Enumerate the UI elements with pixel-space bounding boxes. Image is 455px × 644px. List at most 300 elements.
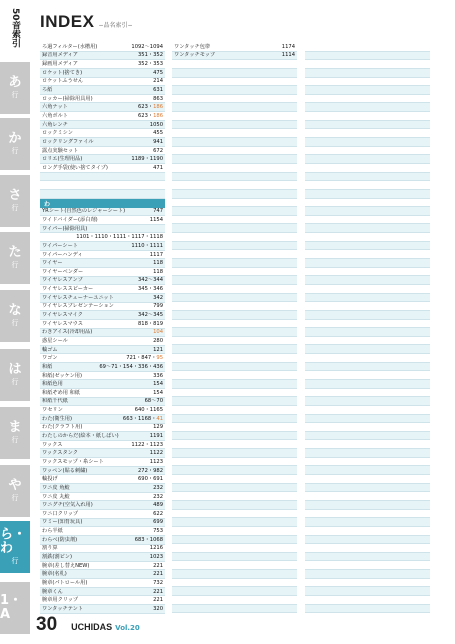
empty-row	[172, 561, 297, 570]
empty-row	[172, 224, 297, 233]
entry-page-numbers: 154	[153, 389, 163, 396]
sidebar-tab-label: ま	[8, 420, 22, 435]
sidebar-tab-1[interactable]	[0, 118, 30, 170]
entry-pages	[153, 346, 163, 354]
empty-row	[305, 605, 430, 614]
empty-row	[172, 276, 297, 285]
entry-pages	[131, 155, 163, 163]
entry-name: ワイヤレスアンプ	[42, 277, 83, 284]
entry-name: わた(クラフト用)	[42, 424, 83, 431]
entry-page-numbers: 863	[153, 95, 163, 102]
entry-page-numbers: 272・982	[138, 467, 163, 474]
empty-row	[305, 285, 430, 294]
empty-row	[172, 605, 297, 614]
empty-row	[172, 207, 297, 216]
entry-pages	[153, 605, 163, 613]
entry-page-numbers: 747	[153, 208, 163, 215]
empty-row	[305, 259, 430, 268]
sidebar-tab-suffix: 行	[11, 261, 19, 269]
empty-row	[172, 536, 297, 545]
index-entry	[40, 311, 165, 320]
entry-pages	[150, 449, 163, 457]
sidebar-tab-7[interactable]	[0, 465, 30, 517]
index-entry	[40, 493, 165, 502]
entry-name: 輪ゴム	[42, 346, 58, 353]
empty-row	[172, 181, 297, 190]
sidebar-heading	[2, 8, 28, 51]
entry-name: ワンタッチ包帯	[174, 43, 211, 50]
entry-name: ワイヤレスチューナーユニット	[42, 294, 114, 301]
empty-row	[305, 596, 430, 605]
index-entry	[40, 155, 165, 164]
empty-row	[305, 527, 430, 536]
index-entry	[40, 233, 165, 242]
sidebar-tab-suffix: 行	[11, 378, 19, 386]
index-entry	[40, 424, 165, 433]
entry-page-numbers: 1122	[149, 450, 163, 457]
empty-row	[305, 320, 430, 329]
empty-row	[172, 121, 297, 130]
entry-page-numbers: 672	[153, 147, 163, 154]
empty-row	[305, 389, 430, 398]
entry-pages	[153, 424, 163, 432]
entry-pages	[282, 43, 295, 51]
empty-row	[305, 173, 430, 182]
entry-name: 惑星シール	[42, 337, 68, 344]
entry-page-numbers: 623・	[138, 112, 154, 119]
empty-row	[172, 268, 297, 277]
empty-row	[305, 311, 430, 320]
entry-name: 割り算	[42, 545, 58, 552]
entry-pages	[153, 95, 163, 103]
empty-row	[172, 363, 297, 372]
empty-row	[305, 345, 430, 354]
index-entry	[40, 484, 165, 493]
entry-pages	[126, 354, 163, 362]
index-entry	[40, 294, 165, 303]
entry-page-numbers: 721・847・	[126, 355, 157, 362]
empty-row	[305, 147, 430, 156]
entry-page-numbers: 683・1068	[134, 536, 163, 543]
entry-name: 腕章(パトロール用)	[42, 579, 88, 586]
index-entry	[40, 475, 165, 484]
empty-row	[172, 423, 297, 432]
empty-row	[305, 52, 430, 61]
empty-row	[172, 190, 297, 199]
empty-row	[305, 276, 430, 285]
empty-row	[172, 544, 297, 553]
entry-pages	[138, 311, 163, 319]
sidebar-tab-9[interactable]	[0, 582, 30, 634]
entry-pages	[138, 112, 163, 120]
empty-row	[172, 345, 297, 354]
entry-pages	[153, 294, 163, 302]
index-entry	[40, 43, 165, 52]
index-entry	[40, 467, 165, 476]
empty-row	[305, 363, 430, 372]
index-entry	[40, 605, 165, 614]
entry-name: ワイヤレススピーカー	[42, 286, 94, 293]
empty-row	[305, 69, 430, 78]
entry-name: ロケットふうせん	[42, 78, 84, 85]
entry-pages	[153, 501, 163, 509]
index-entry	[40, 415, 165, 424]
entry-name: ワッペン(貼る刺繍)	[42, 467, 88, 474]
entry-page-numbers: 622	[153, 510, 163, 517]
sidebar-tab-2[interactable]	[0, 175, 30, 227]
index-entry	[40, 320, 165, 329]
entry-name: ワイパーシート	[42, 242, 78, 249]
empty-row	[305, 294, 430, 303]
entry-pages	[131, 242, 163, 250]
empty-row	[172, 242, 297, 251]
entry-name: ロケット(捨てき)	[42, 69, 83, 76]
index-entry	[40, 432, 165, 441]
empty-row	[172, 129, 297, 138]
index-entry	[40, 242, 165, 251]
index-entry	[40, 52, 165, 61]
entry-pages	[153, 493, 163, 501]
empty-row	[172, 380, 297, 389]
sidebar-tab-suffix: 行	[11, 204, 19, 212]
empty-row	[172, 518, 297, 527]
empty-row	[172, 173, 297, 182]
entry-page-numbers: 1154	[149, 217, 163, 223]
entry-pages	[76, 233, 163, 241]
entry-pages	[138, 52, 163, 60]
entry-page-numbers: 455	[153, 130, 163, 137]
empty-row	[305, 268, 430, 277]
sidebar-tab-suffix: 行	[11, 494, 19, 502]
empty-row	[172, 112, 297, 121]
index-entry	[40, 406, 165, 415]
entry-pages	[153, 86, 163, 94]
empty-row	[305, 579, 430, 588]
index-entry	[40, 190, 165, 199]
index-entry	[40, 69, 165, 78]
sidebar-tab-suffix: 行	[11, 319, 19, 327]
entry-name: 腕章くん	[42, 588, 63, 595]
entry-name: 六角ボルト	[42, 112, 68, 119]
index-entry	[40, 147, 165, 156]
section-header: わ	[40, 199, 165, 208]
entry-name: 録画用メディア	[42, 61, 78, 68]
sidebar-tab-label: や	[8, 478, 22, 493]
empty-row	[305, 233, 430, 242]
entry-pages	[150, 121, 163, 129]
empty-row	[305, 415, 430, 424]
index-entry	[40, 389, 165, 398]
entry-name: 六角ナット	[42, 104, 68, 111]
index-entry	[40, 596, 165, 605]
empty-row	[305, 242, 430, 251]
entry-pages	[153, 588, 163, 596]
index-entry	[40, 398, 165, 407]
empty-row	[305, 207, 430, 216]
sidebar-tab-6[interactable]	[0, 407, 30, 459]
index-entry	[40, 112, 165, 121]
entry-page-numbers: 753	[153, 528, 163, 535]
empty-row	[172, 527, 297, 536]
entry-name: 露点実験セット	[42, 147, 79, 154]
index-entry	[40, 527, 165, 536]
index-column-right	[305, 43, 430, 613]
entry-page-numbers: 232	[153, 484, 163, 491]
entry-pages	[153, 164, 163, 172]
entry-pages	[153, 303, 163, 311]
empty-row	[305, 155, 430, 164]
empty-row	[172, 501, 297, 510]
entry-name: わら半紙	[42, 528, 63, 535]
entry-pages	[153, 380, 163, 388]
empty-row	[305, 510, 430, 519]
entry-name: 輪投げ	[42, 476, 58, 483]
index-entry	[40, 216, 165, 225]
empty-row	[172, 78, 297, 87]
entry-name: ワニグチ(空気入れ用)	[42, 502, 93, 509]
entry-name: ワイパー(掃除用具)	[42, 225, 88, 232]
empty-row	[305, 216, 430, 225]
empty-row	[305, 86, 430, 95]
index-entry	[40, 181, 165, 190]
entry-pages	[138, 103, 163, 111]
empty-row	[172, 406, 297, 415]
sidebar-tab-suffix: 行	[11, 436, 19, 444]
index-entry	[40, 501, 165, 510]
empty-row	[172, 510, 297, 519]
entry-page-numbers: 640・1165	[134, 407, 163, 414]
entry-name: ワックスモップ・糸シート	[42, 458, 104, 465]
entry-pages	[150, 432, 163, 440]
entry-name: ワセリン	[42, 407, 63, 414]
entry-page-numbers: 489	[153, 502, 163, 509]
entry-name: 録音用メディア	[42, 52, 78, 59]
empty-row	[305, 423, 430, 432]
empty-row	[172, 432, 297, 441]
empty-row	[305, 432, 430, 441]
empty-row	[172, 216, 297, 225]
entry-pages	[153, 138, 163, 146]
sidebar-tab-label: か	[8, 131, 22, 146]
empty-row	[172, 95, 297, 104]
entry-name: ロッカー(掃除用具用)	[42, 95, 93, 102]
page-footer	[36, 614, 140, 636]
entry-name: ロリエ(生理用品)	[42, 156, 83, 163]
empty-row	[172, 328, 297, 337]
entry-pages	[138, 60, 163, 68]
empty-row	[172, 484, 297, 493]
empty-row	[305, 553, 430, 562]
entry-pages	[153, 208, 163, 216]
entry-page-numbers: 732	[153, 579, 163, 586]
entry-page-numbers: 69〜71・154・336・436	[99, 363, 163, 370]
entry-pages	[153, 129, 163, 137]
sidebar-tab-8[interactable]	[0, 521, 30, 573]
sidebar-tab-label: た	[8, 245, 22, 260]
entry-pages	[153, 562, 163, 570]
empty-row	[305, 164, 430, 173]
entry-name: 和紙ぞめ用 和紙	[42, 389, 80, 396]
index-entry	[40, 164, 165, 173]
empty-row	[305, 587, 430, 596]
empty-row	[305, 337, 430, 346]
empty-row	[305, 112, 430, 121]
sidebar-tab-label: あ	[8, 75, 22, 90]
entry-pages	[153, 596, 163, 604]
entry-page-numbers: 1189・1190	[131, 156, 163, 163]
entry-name: ワゴン	[42, 355, 58, 362]
sidebar-tab-label: さ	[8, 188, 22, 203]
empty-row	[172, 570, 297, 579]
empty-row	[305, 138, 430, 147]
index-entry	[40, 510, 165, 519]
index-entry	[40, 138, 165, 147]
sidebar-tab-5[interactable]	[0, 349, 30, 401]
empty-row	[172, 389, 297, 398]
entry-pages	[123, 415, 163, 423]
sidebar-tab-3[interactable]	[0, 232, 30, 284]
sidebar-tab-label: は	[8, 362, 22, 377]
entry-pages	[153, 329, 163, 337]
entry-name: ワンタッチモップ	[174, 52, 216, 59]
entry-pages	[153, 389, 163, 397]
empty-row	[305, 302, 430, 311]
entry-name: ろ過フィルター(水槽用)	[42, 43, 98, 50]
sidebar-tab-suffix: 行	[11, 91, 19, 99]
entry-page-numbers: 221	[153, 588, 163, 595]
empty-row	[172, 311, 297, 320]
entry-name: ワニ口クリップ	[42, 510, 79, 517]
entry-name: わらべ(防虫剤)	[42, 536, 78, 543]
sidebar-tab-label: ら・わ	[0, 527, 27, 556]
empty-row	[172, 147, 297, 156]
entry-pages	[135, 536, 163, 544]
index-entry	[40, 60, 165, 69]
entry-name: ロング手袋(使い捨てタイプ)	[42, 164, 108, 171]
entry-name: 割鉄(割ピン)	[42, 553, 72, 560]
volume-label: Vol.20	[115, 624, 140, 632]
index-entry	[40, 303, 165, 312]
entry-page-numbers: 699	[153, 519, 163, 526]
empty-row	[172, 553, 297, 562]
index-entry	[40, 372, 165, 381]
entry-page-numbers: 1122・1123	[131, 441, 163, 448]
index-entry	[40, 588, 165, 597]
sidebar-tab-0[interactable]	[0, 62, 30, 114]
entry-pages	[282, 52, 295, 60]
entry-page-numbers: 1216	[149, 545, 163, 552]
page-number: 30	[36, 614, 58, 635]
empty-row	[172, 259, 297, 268]
entry-page-numbers: 129	[153, 424, 163, 431]
empty-row	[305, 250, 430, 259]
empty-row	[305, 458, 430, 467]
empty-row	[172, 440, 297, 449]
empty-row	[172, 294, 297, 303]
empty-row	[172, 492, 297, 501]
empty-row	[305, 518, 430, 527]
empty-row	[172, 164, 297, 173]
index-entry	[40, 553, 165, 562]
empty-row	[305, 181, 430, 190]
index-entry	[40, 208, 165, 217]
entry-page-numbers: 280	[153, 337, 163, 344]
sidebar-tab-4[interactable]	[0, 290, 30, 342]
entry-page-numbers: 154	[153, 381, 163, 388]
entry-page-numbers: 118	[153, 268, 163, 275]
empty-row	[305, 484, 430, 493]
empty-row	[172, 415, 297, 424]
empty-row	[172, 354, 297, 363]
entry-page-accent: 186	[153, 112, 163, 119]
empty-row	[305, 397, 430, 406]
entry-pages	[138, 475, 163, 483]
index-entry	[40, 545, 165, 554]
entry-name: ロックミシン	[42, 130, 73, 137]
sidebar-tab-suffix: 行	[11, 557, 19, 565]
sidebar-tab-suffix: 行	[11, 147, 19, 155]
empty-row	[305, 440, 430, 449]
empty-row	[172, 458, 297, 467]
index-entry	[40, 129, 165, 138]
entry-page-numbers: 1110・1111	[131, 242, 163, 249]
empty-row	[305, 570, 430, 579]
empty-row	[172, 449, 297, 458]
entry-page-numbers: 214	[153, 78, 163, 85]
entry-name: 腕章(差し替えNEW)	[42, 562, 90, 569]
entry-pages	[153, 69, 163, 77]
entry-name: ワックスタンク	[42, 450, 78, 457]
entry-page-numbers: 342	[153, 294, 163, 301]
entry-name: わたしのからだ(絵本・紙しばい)	[42, 433, 119, 440]
entry-name: わきアイス(冷却用品)	[42, 329, 93, 336]
entry-pages	[153, 519, 163, 527]
index-entry	[40, 346, 165, 355]
index-entry	[40, 78, 165, 87]
index-entry	[40, 519, 165, 528]
empty-row	[172, 285, 297, 294]
entry-name: ワイヤレスプレゼンテーション	[42, 303, 114, 310]
index-entry	[40, 103, 165, 112]
index-entry	[172, 52, 297, 61]
entry-pages	[138, 467, 163, 475]
index-entry	[40, 363, 165, 372]
entry-page-numbers: 1050	[149, 121, 163, 128]
entry-pages	[153, 570, 163, 578]
entry-pages	[138, 277, 163, 285]
entry-name: 和紙色用	[42, 381, 63, 388]
entry-pages	[153, 484, 163, 492]
empty-row	[172, 138, 297, 147]
empty-row	[172, 155, 297, 164]
page-title: INDEX	[40, 12, 95, 31]
empty-row	[172, 579, 297, 588]
index-entry	[40, 337, 165, 346]
entry-pages	[99, 363, 163, 371]
entry-pages	[131, 43, 163, 51]
empty-row	[172, 596, 297, 605]
entry-name: ワイパーハンディ	[42, 251, 83, 258]
entry-page-numbers: 118	[153, 260, 163, 267]
entry-name: ワイヤーベンダー	[42, 268, 84, 275]
empty-row	[305, 475, 430, 484]
index-entry	[172, 43, 297, 52]
entry-page-numbers: 799	[153, 303, 163, 310]
entry-pages	[153, 337, 163, 345]
entry-name: ロックリングファイル	[42, 138, 94, 145]
entry-page-numbers: 631	[153, 87, 163, 94]
index-entry	[40, 268, 165, 277]
